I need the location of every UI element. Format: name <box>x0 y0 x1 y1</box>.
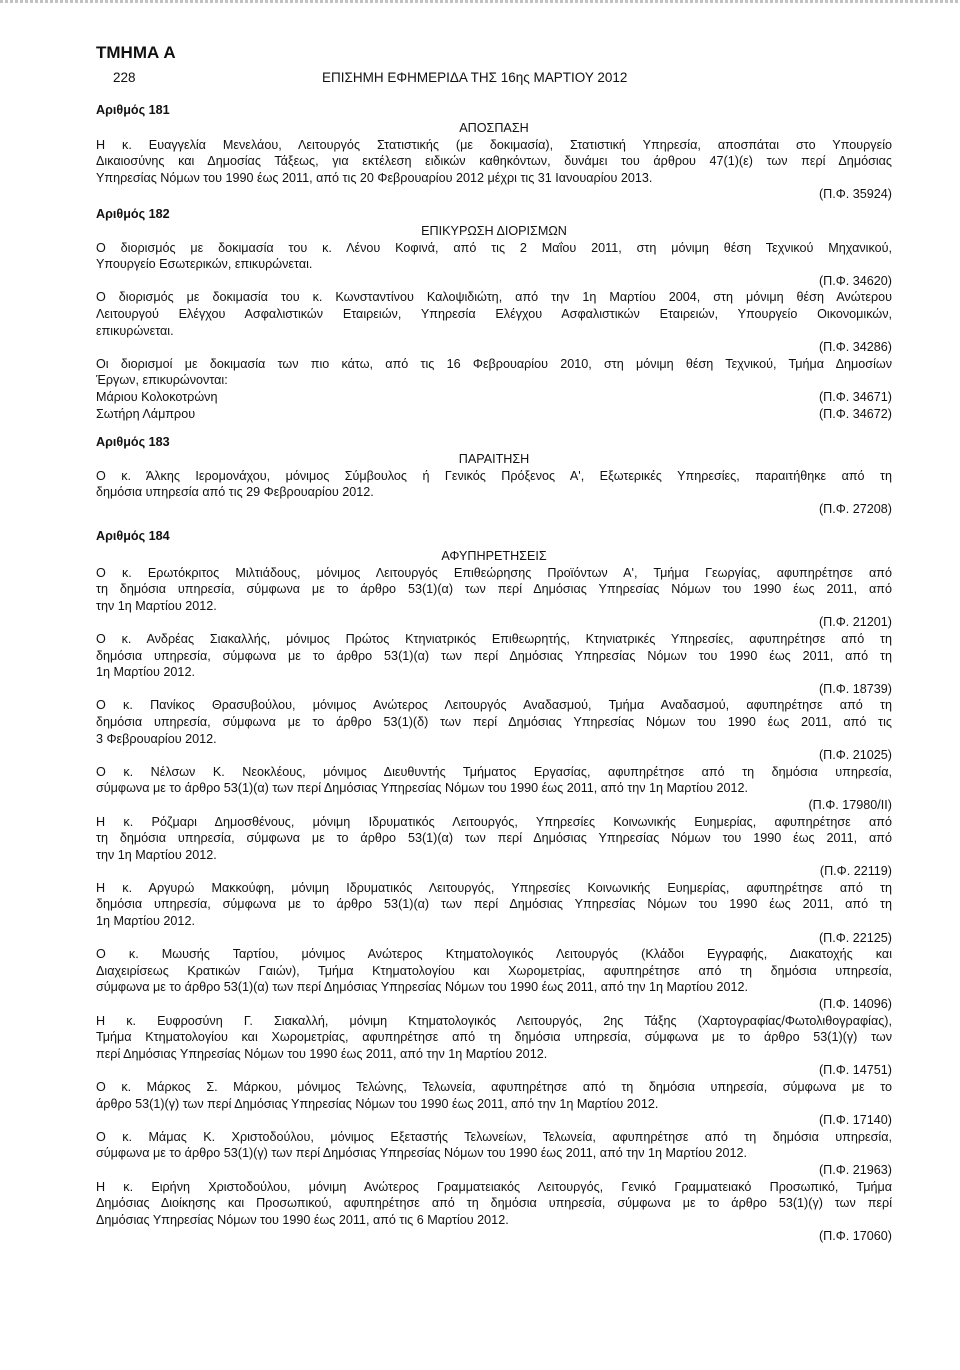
text-line: Ο κ. Ανδρέας Σιακαλλής, μόνιμος Πρώτος Κτηνιατρικός Επιθεωρητής, Κτηνιατρικές Υπηρεσίες, αφυπηρέτησε από τη <box>96 631 892 646</box>
text-line: Ο κ. Μωυσής Ταρτίου, μόνιμος Ανώτερος Κτηματολογικός Λειτουργός (Κλάδοι Εγγραφής, Διακατοχής και <box>96 947 892 962</box>
text-line: την 1η Μαρτίου 2012. <box>96 847 217 862</box>
notice-182-number: Αριθμός 182 <box>96 207 170 221</box>
appointee-name: Μάριου Κολοκοτρώνη <box>96 389 218 404</box>
text-line: σύμφωνα με το άρθρο 53(1)(γ) των περί Δημόσιας Υπηρεσίας Νόμων του 1990 έως 2011, από την 1η Μαρτίου 2012. <box>96 1146 747 1161</box>
appointee-row <box>96 389 892 406</box>
text-line: δημόσια υπηρεσία, σύμφωνα με το άρθρο 53(1)(α) των περί Δημόσιας Υπηρεσίας Νόμων του 1990 έως 2011, από τη <box>96 897 892 912</box>
text-line: Οι διορισμοί με δοκιμασία των πιο κάτω, από τις 16 Φεβρουαρίου 2010, στη μόνιμη θέση Τεχνικού, Τμήμα Δημοσίων <box>96 356 892 371</box>
scan-edge-line <box>0 0 960 3</box>
notice-184 <box>96 548 892 1245</box>
reference-code: (Π.Φ. 21201) <box>818 615 892 630</box>
reference-code: (Π.Φ. 21025) <box>818 748 892 763</box>
publication-title: ΕΠΙΣΗΜΗ ΕΦΗΜΕΡΙΔΑ ΤΗΣ 16ης ΜΑΡΤΙΟΥ 2012 <box>322 70 628 85</box>
text-line: Ο κ. Νέλσων Κ. Νεοκλέους, μόνιμος Διευθυντής Τμήματος Εργασίας, αφυπηρέτησε από τη δημόσια υπηρεσία, <box>96 764 892 779</box>
retirement-list <box>96 565 892 1245</box>
text-line: Ο κ. Ερωτόκριτος Μιλτιάδους, μόνιμος Λειτουργός Επιθεώρησης Προϊόντων Α', Τμήμα Γεωργίας, αφυπηρέτησε από <box>96 565 892 580</box>
page-number: 228 <box>113 70 136 85</box>
text-line: 3 Φεβρουαρίου 2012. <box>96 731 217 746</box>
text-line: Ο κ. Άλκης Ιερομονάχου, μόνιμος Σύμβουλος ή Γενικός Πρόξενος Α', Εξωτερικές Υπηρεσίες, παραιτήθηκε από τη <box>96 468 892 483</box>
notice-183 <box>96 451 892 517</box>
reference-code: (Π.Φ. 21963) <box>818 1162 892 1177</box>
retirement-entry <box>96 565 892 631</box>
reference-code: (Π.Φ. 35924) <box>818 187 892 202</box>
reference-code: (Π.Φ. 22125) <box>818 930 892 945</box>
text-line: 1η Μαρτίου 2012. <box>96 914 195 929</box>
reference-code: (Π.Φ. 22119) <box>819 864 892 879</box>
text-line: σύμφωνα με το άρθρο 53(1)(α) των περί Δημόσιας Υπηρεσίας Νόμων του 1990 έως 2011, από την 1η Μαρτίου 2012. <box>96 980 748 995</box>
retirement-entry <box>96 1129 892 1179</box>
text-line: Δικαιοσύνης και Δημοσίας Τάξεως, για εκτέλεση ειδικών καθηκόντων, δυνάμει του άρθρου 47(1)(ε) των περί Δημόσιας <box>96 154 892 169</box>
retirement-entry <box>96 814 892 880</box>
reference-code: (Π.Φ. 34672) <box>818 406 892 421</box>
appointee-name: Σωτήρη Λάμπρου <box>96 406 196 421</box>
text-line: δημόσια υπηρεσία, σύμφωνα με το άρθρο 53(1)(δ) των περί Δημόσιας Υπηρεσίας Νόμων του 1990 έως 2011, από τις <box>96 714 892 729</box>
text-line: Η κ. Ρόζμαρι Δημοσθένους, μόνιμη Ιδρυματικός Λειτουργός, Υπηρεσίες Κοινωνικής Ευημερίας, αφυπηρέτησε από <box>96 814 892 829</box>
text-line: Υπουργείο Εσωτερικών, επικυρώνεται. <box>96 257 313 272</box>
text-line: Λειτουργού Ελέγχου Ασφαλιστικών Εταιρειών, Υπηρεσία Ελέγχου Ασφαλιστικών Εταιρειών, Υπουργείο Οικονομικών, <box>96 306 892 321</box>
retirement-entry <box>96 631 892 697</box>
reference-code: (Π.Φ. 27208) <box>818 501 892 516</box>
notice-184-number: Αριθμός 184 <box>96 529 170 543</box>
text-line: Ο κ. Πανίκος Θρασυβούλου, μόνιμος Ανώτερος Λειτουργός Αναδασμού, Τμήμα Αναδασμού, αφυπηρέτησε από τη <box>96 698 892 713</box>
text-line: Έργων, επικυρώνονται: <box>96 373 228 388</box>
text-line: Διαχειρίσεως Κρατικών Γαιών), Τμήμα Κτηματολογίου και Χωρομετρίας, αφυπηρέτησε από τη δημόσια υπηρεσία, <box>96 963 892 978</box>
notice-181-heading: ΑΠΟΣΠΑΣΗ <box>459 121 529 135</box>
notice-183-number: Αριθμός 183 <box>96 435 170 449</box>
text-line: επικυρώνεται. <box>96 323 174 338</box>
notice-182 <box>96 223 892 422</box>
text-line: Ο διορισμός με δοκιμασία του κ. Λένου Κοφινά, από τις 2 Μαΐου 2011, στη μόνιμη θέση Τεχνικού Μηχανικού, <box>96 240 892 255</box>
reference-code: (Π.Φ. 14751) <box>818 1063 892 1078</box>
notice-181 <box>96 120 892 203</box>
text-line: Δημόσιας Υπηρεσίας Νόμων του 1990 έως 2011, από τις 6 Μαρτίου 2012. <box>96 1212 509 1227</box>
text-line: άρθρο 53(1)(γ) των περί Δημόσιας Υπηρεσίας Νόμων του 1990 έως 2011, από την 1η Μαρτίου 2012. <box>96 1096 659 1111</box>
retirement-entry <box>96 946 892 1012</box>
text-line: δημόσια υπηρεσία, σύμφωνα με το άρθρο 53(1)(α) των περί Δημόσιας Υπηρεσίας Νόμων του 1990 έως 2011, από τη <box>96 648 892 663</box>
retirement-entry <box>96 1079 892 1129</box>
text-line: περί Δημόσιας Υπηρεσίας Νόμων του 1990 έως 2011, από την 1η Μαρτίου 2012. <box>96 1046 548 1061</box>
notice-182-heading: ΕΠΙΚΥΡΩΣΗ ΔΙΟΡΙΣΜΩΝ <box>421 224 567 238</box>
text-line: Η κ. Ευφροσύνη Γ. Σιακαλλή, μόνιμη Κτηματολογικός Λειτουργός, 2ης Τάξης (Χαρτογραφίας/Φωτολιθογραφίας), <box>96 1013 892 1028</box>
text-line: Τμήμα Κτηματολογίου και Χωρομετρίας, αφυπηρέτησε από τη δημόσια υπηρεσία, σύμφωνα με το άρθρο 53(1)(γ) των <box>96 1030 892 1045</box>
text-line: Δημόσιας Διοίκησης και Προσωπικού, αφυπηρέτησε από τη δημόσια υπηρεσία, σύμφωνα με το άρθρο 53(1)(γ) των περί <box>96 1196 892 1211</box>
text-line: σύμφωνα με το άρθρο 53(1)(α) των περί Δημόσιας Υπηρεσίας Νόμων του 1990 έως 2011, από την 1η Μαρτίου 2012. <box>96 781 748 796</box>
text-line: τη δημόσια υπηρεσία, σύμφωνα με το άρθρο 53(1)(α) των περί Δημόσιας Υπηρεσίας Νόμων του 1990 έως 2011, από <box>96 831 892 846</box>
reference-code: (Π.Φ. 17980/ΙΙ) <box>808 797 892 812</box>
reference-code: (Π.Φ. 34286) <box>818 340 892 355</box>
text-line: Η κ. Ειρήνη Χριστοδούλου, μόνιμη Ανώτερος Γραμματειακός Λειτουργός, Γενικό Γραμματειακό Προσωπικό, Τμήμα <box>96 1179 892 1194</box>
text-line: Η κ. Ευαγγελία Μενελάου, Λειτουργός Στατιστικής (με δοκιμασία), Στατιστική Υπηρεσία, αποσπάται στο Υπουργείο <box>96 137 892 152</box>
text-line: δημόσια υπηρεσία από τις 29 Φεβρουαρίου 2012. <box>96 485 374 500</box>
reference-code: (Π.Φ. 17140) <box>818 1113 892 1128</box>
appointee-row <box>96 406 892 423</box>
text-line: 1η Μαρτίου 2012. <box>96 665 195 680</box>
section-title: ΤΜΗΜΑ Α <box>96 43 176 62</box>
text-line: Ο διορισμός με δοκιμασία του κ. Κωνσταντίνου Καλοψιδιώτη, από την 1η Μαρτίου 2004, στη μόνιμη θέση Ανώτερου <box>96 290 892 305</box>
reference-code: (Π.Φ. 17060) <box>818 1229 892 1244</box>
notice-183-heading: ΠΑΡΑΙΤΗΣΗ <box>458 452 530 466</box>
retirement-entry <box>96 1013 892 1079</box>
text-line: Η κ. Αργυρώ Μακκούφη, μόνιμη Ιδρυματικός Λειτουργός, Υπηρεσίες Κοινωνικής Ευημερίας, αφυπηρέτησε από τη <box>96 880 892 895</box>
reference-code: (Π.Φ. 18739) <box>818 681 892 696</box>
retirement-entry <box>96 1179 892 1245</box>
notice-181-number: Αριθμός 181 <box>96 103 170 117</box>
text-line: Ο κ. Μάμας Κ. Χριστοδούλου, μόνιμος Εξεταστής Τελωνείων, Τελωνεία, αφυπηρέτησε από τη δημόσια υπηρεσία, <box>96 1129 892 1144</box>
text-line: Υπηρεσίας Νόμων του 1990 έως 2011, από τις 20 Φεβρουαρίου 2012 μέχρι τις 31 Ιανουαρίου 2013. <box>96 170 653 185</box>
reference-code: (Π.Φ. 14096) <box>818 997 892 1012</box>
reference-code: (Π.Φ. 34671) <box>818 389 892 404</box>
reference-code: (Π.Φ. 34620) <box>818 273 892 288</box>
retirement-entry <box>96 764 892 814</box>
notice-184-heading: ΑΦΥΠΗΡΕΤΗΣΕΙΣ <box>441 549 547 563</box>
retirement-entry <box>96 880 892 946</box>
text-line: τη δημόσια υπηρεσία, σύμφωνα με το άρθρο 53(1)(α) των περί Δημόσιας Υπηρεσίας Νόμων του 1990 έως 2011, από <box>96 582 892 597</box>
retirement-entry <box>96 697 892 763</box>
text-line: Ο κ. Μάρκος Σ. Μάρκου, μόνιμος Τελώνης, Τελωνεία, αφυπηρέτησε από τη δημόσια υπηρεσία, σύμφωνα με το <box>96 1080 892 1094</box>
text-line: την 1η Μαρτίου 2012. <box>96 598 217 613</box>
